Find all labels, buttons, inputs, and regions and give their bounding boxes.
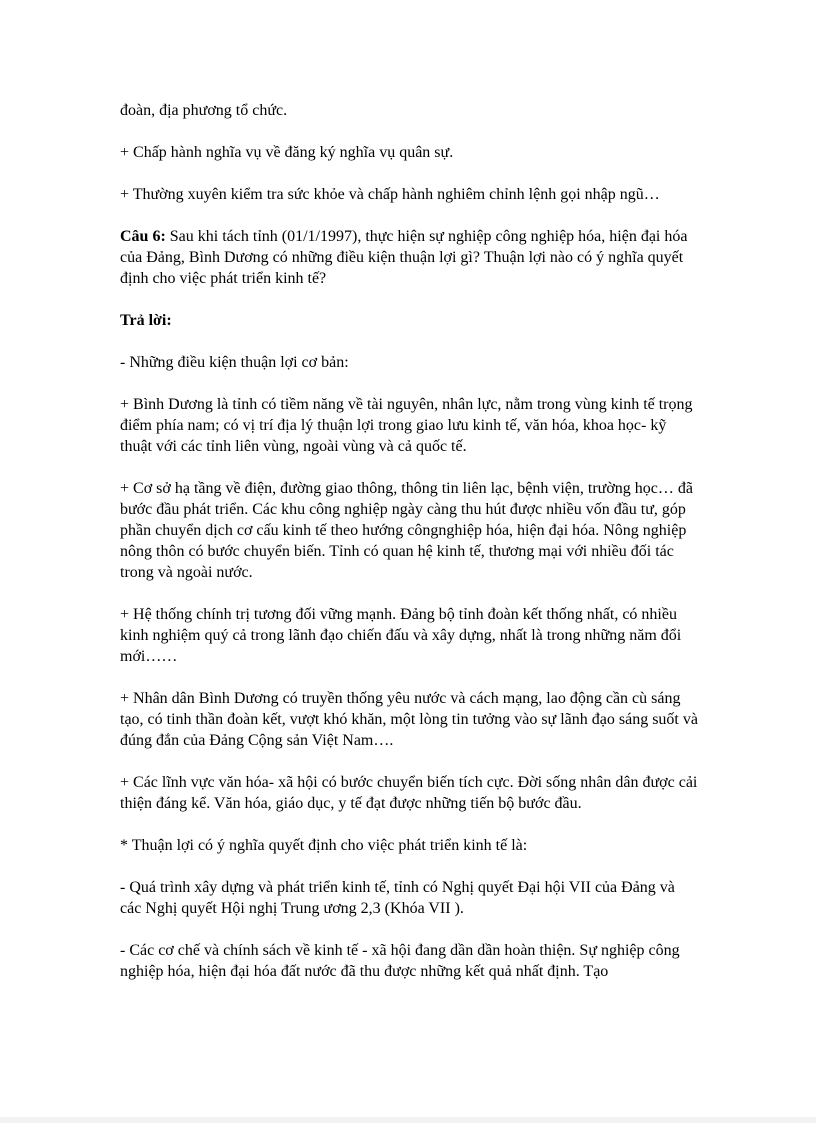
answer-paragraph: + Các lĩnh vực văn hóa- xã hội có bước chuyển biến tích cực. Đời sống nhân dân được cải thiện đáng kể. Văn hóa, giáo dục, y tế đạt được những tiến bộ bước đầu.: [120, 774, 698, 812]
answer-paragraph: - Quá trình xây dựng và phát triển kinh tế, tỉnh có Nghị quyết Đại hội VII của Đảng và các Nghị quyết Hội nghị Trung ương 2,3 (Khóa VII ).: [120, 879, 675, 917]
question-label: Câu 6:: [120, 228, 166, 245]
answer-heading: Trả lời:: [120, 312, 172, 329]
answer-paragraph: * Thuận lợi có ý nghĩa quyết định cho việc phát triển kinh tế là:: [120, 837, 528, 854]
question-text: Sau khi tách tỉnh (01/1/1997), thực hiện sự nghiệp công nghiệp hóa, hiện đại hóa của Đảng, Bình Dương có những điều kiện thuận lợi gì? Thuận lợi nào có ý nghĩa quyết định cho việc phát triển kinh tế?: [120, 228, 688, 287]
answer-paragraph: - Các cơ chế và chính sách về kinh tế - xã hội đang dần dần hoàn thiện. Sự nghiệp công nghiệp hóa, hiện đại hóa đất nước đã thu được những kết quả nhất định. Tạo: [120, 942, 680, 980]
paragraph: đoàn, địa phương tổ chức.: [120, 102, 288, 119]
answer-paragraph: + Hệ thống chính trị tương đối vững mạnh. Đảng bộ tỉnh đoàn kết thống nhất, có nhiều kinh nghiệm quý cả trong lãnh đạo chiến đấu và xây dựng, nhất là trong những năm đổi mới……: [120, 606, 682, 665]
answer-paragraph: - Những điều kiện thuận lợi cơ bản:: [120, 354, 349, 371]
paragraph: + Chấp hành nghĩa vụ về đăng ký nghĩa vụ quân sự.: [120, 144, 454, 161]
paragraph: + Thường xuyên kiểm tra sức khỏe và chấp hành nghiêm chỉnh lệnh gọi nhập ngũ…: [120, 186, 660, 203]
page-bottom-edge: [0, 1117, 816, 1123]
question-paragraph: [120, 226, 700, 289]
answer-paragraph: + Nhân dân Bình Dương có truyền thống yêu nước và cách mạng, lao động cần cù sáng tạo, có tinh thần đoàn kết, vượt khó khăn, một lòng tin tưởng vào sự lãnh đạo sáng suốt và đúng đắn của Đảng Cộng sản Việt Nam….: [120, 690, 698, 749]
answer-paragraph: + Cơ sở hạ tầng về điện, đường giao thông, thông tin liên lạc, bệnh viện, trường học… đã bước đầu phát triển. Các khu công nghiệp ngày càng thu hút được nhiều vốn đầu tư, góp phần chuyển dịch cơ cấu kinh tế theo hướng côngnghiệp hóa, hiện đại hóa. Nông nghiệp nông thôn có bước chuyển biến. Tỉnh có quan hệ kinh tế, thương mại với nhiều đối tác trong và ngoài nước.: [120, 480, 693, 581]
answer-paragraph: + Bình Dương là tỉnh có tiềm năng về tài nguyên, nhân lực, nằm trong vùng kinh tế trọng điểm phía nam; có vị trí địa lý thuận lợi trong giao lưu kinh tế, văn hóa, khoa học- kỹ thuật với các tỉnh liên vùng, ngoài vùng và cả quốc tế.: [120, 396, 693, 455]
document-body: [120, 100, 700, 1003]
